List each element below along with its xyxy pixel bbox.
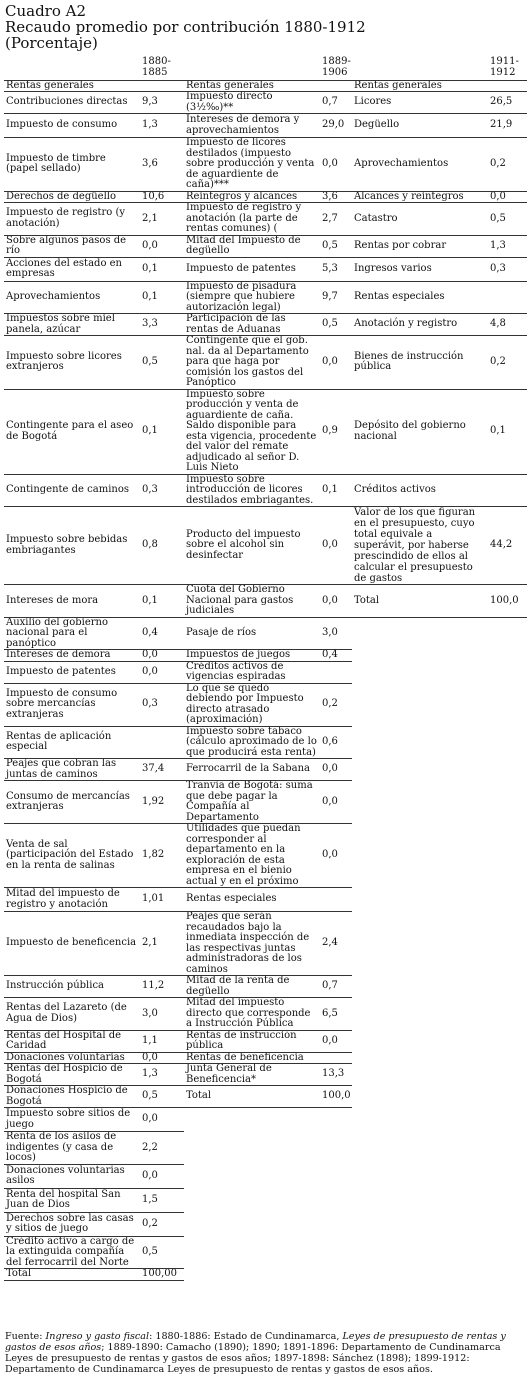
cell-label-1880: Impuesto sobre sitios de juego [4,1108,140,1132]
cell-value-1880: 0,5 [140,1236,184,1269]
cell-label-1880: Crédito activo a cargo de la extinguida compañía del ferrocarril del Norte [4,1236,140,1269]
cell-value-1889: 0,0 [320,1030,352,1052]
revenue-table [4,56,527,1281]
cell-label-1911 [352,650,488,662]
cell-value-1911: 0,3 [488,257,527,281]
cell-label-1889: Peajes que serán recaudados bajo la inmediata inspección de las respectivas juntas administradoras de los caminos [184,912,320,976]
cell-label-1880: Sobre algunos pasos de río [4,235,140,257]
cell-label-1889 [184,1236,320,1269]
cell-value-1889: 0,0 [320,585,352,618]
table-body [4,56,527,1280]
cell-value-1880: 0,1 [140,585,184,618]
cell-label-1911 [352,1164,488,1188]
cell-label-1911 [352,1132,488,1165]
cell-label-1889 [184,1212,320,1236]
cell-value-1889 [320,1212,352,1236]
cell-value-1889: 0,0 [320,781,352,824]
cell-label-1880: Donaciones voluntarias [4,1052,140,1064]
cell-value-1889 [320,1132,352,1165]
table-row [4,138,527,192]
cell-value-1880: 2,1 [140,912,184,976]
cell-label-1911 [352,1188,488,1212]
cell-label-1880: Auxilio del gobierno nacional para el panóptico [4,617,140,650]
cell-label-1911: Valor de los que figuran en el presupuesto, cuyo total equivale a superávit, por haberse prescindido de ellos al calcular el presupuesto de gastos [352,507,488,585]
table-row [4,114,527,138]
table-row [4,1086,527,1108]
table-heading: Recaudo promedio por contribución 1880-1912 [5,18,366,36]
cell-value-1889 [320,1052,352,1064]
cell-label-1880: Derechos sobre las casas y sitios de juego [4,1212,140,1236]
cell-value-1880: 1,5 [140,1188,184,1212]
table-row [4,726,527,759]
source-text-2: ; 1889-1890: Camacho (1890); 1890; 1891-1896: Departamento de Cundinamarca Leyes de presupuesto de rentas y gastos de esos años; 1897-1898: Sánchez (1898); 1899-1912: Departamento de Cundinamarca Leyes de presupuesto de rentas y gastos de esos años. [5,1342,501,1375]
cell-value-1889: 5,3 [320,257,352,281]
period-header-2: 1889-1906 [322,56,351,78]
table-row [4,1188,527,1212]
cell-value-1889 [320,661,352,683]
cell-label-1911 [352,1052,488,1064]
cell-value-1880: 0,3 [140,474,184,507]
cell-label-1911 [352,1212,488,1236]
cell-label-1880: Renta de los asilos de indigentes (y casa de locos) [4,1132,140,1165]
cell-label-1889: Impuesto de patentes [184,257,320,281]
cell-label-1880: Impuesto de consumo [4,114,140,138]
source-title-2: Leyes de presupuesto de rentas y gastos de esos años [5,1331,506,1353]
cell-value-1911: 44,2 [488,507,527,585]
cell-label-1889: Impuesto de pisadura (siempre que hubiere autorización legal) [184,281,320,314]
cell-label-1880: Mitad del impuesto de registro y anotación [4,888,140,912]
cell-label-1889: Mitad del impuesto directo que corresponde a Instrucción Pública [184,998,320,1031]
source-label: Fuente: [5,1331,46,1342]
cell-value-1889: 0,0 [320,138,352,192]
cell-value-1911 [488,1212,527,1236]
period-header-row [4,56,527,80]
cell-label-1889 [184,1269,320,1281]
cell-value-1880: 1,01 [140,888,184,912]
table-row [4,1030,527,1052]
cell-value-1889 [320,1188,352,1212]
cell-value-1911: 0,2 [488,138,527,192]
cell-label-1880: Impuesto de beneficencia [4,912,140,976]
cell-label-1889: Mitad de la renta de degüello [184,976,320,998]
cell-label-1889: Total [184,1086,320,1108]
cell-value-1911: 1,3 [488,235,527,257]
table-row [4,585,527,618]
cell-label-1911 [352,824,488,888]
cell-label-1911: Créditos activos [352,474,488,507]
cell-label-1889: Lo que se quedó debiendo por Impuesto directo atrasado (aproximación) [184,683,320,726]
cell-label-1911 [352,781,488,824]
table-row [4,998,527,1031]
cell-value-1889: 6,5 [320,998,352,1031]
cell-label-1911: Ingresos varios [352,257,488,281]
table-row [4,257,527,281]
cell-label-1911 [352,661,488,683]
cell-value-1911 [488,759,527,781]
cell-label-1880: Rentas del Hospicio de Bogotá [4,1064,140,1086]
section-header-row [4,80,527,92]
cell-value-1889: 0,7 [320,92,352,114]
cell-value-1911 [488,824,527,888]
cell-value-1880: 0,2 [140,1212,184,1236]
table-title [5,3,366,51]
table-row [4,281,527,314]
cell-value-1889 [320,1108,352,1132]
cell-label-1911: Alcances y reintegros [352,191,488,203]
cell-label-1889: Intereses de demora y aprovechamientos [184,114,320,138]
cell-value-1880: 1,82 [140,824,184,888]
cell-label-1911 [352,998,488,1031]
section-label-1: Rentas generales [4,80,140,92]
cell-value-1880: 2,1 [140,203,184,236]
cell-value-1880: 1,92 [140,781,184,824]
cell-label-1880: Renta del hospital San Juan de Dios [4,1188,140,1212]
cell-label-1911 [352,726,488,759]
cell-value-1911 [488,1188,527,1212]
cell-value-1911 [488,1030,527,1052]
table-row [4,474,527,507]
cell-value-1880: 0,0 [140,650,184,662]
cell-label-1880: Rentas del Hospital de Caridad [4,1030,140,1052]
cell-value-1889 [320,1269,352,1281]
cell-label-1911 [352,1030,488,1052]
cell-label-1889: Impuesto sobre introducción de licores destilados embriagantes. [184,474,320,507]
cell-label-1889: Impuesto sobre tabaco (cálculo aproximado de lo que producirá esta renta) [184,726,320,759]
cell-label-1880: Peajes que cobran las juntas de caminos [4,759,140,781]
period-header-1: 1880-1885 [142,56,171,78]
cell-label-1889: Producto del impuesto sobre el alcohol sin desinfectar [184,507,320,585]
cell-value-1911: 0,2 [488,336,527,390]
cell-value-1911 [488,1108,527,1132]
cell-value-1880: 0,8 [140,507,184,585]
cell-label-1880: Contingente para el aseo de Bogotá [4,389,140,474]
cell-value-1880: 37,4 [140,759,184,781]
cell-label-1911 [352,912,488,976]
table-number: Cuadro A2 [5,2,87,20]
cell-value-1880: 0,5 [140,1086,184,1108]
cell-value-1889: 0,4 [320,650,352,662]
cell-value-1880: 3,0 [140,998,184,1031]
cell-value-1880: 0,3 [140,683,184,726]
cell-value-1889: 0,0 [320,824,352,888]
section-label-2: Rentas generales [184,80,320,92]
cell-label-1911 [352,1086,488,1108]
cell-label-1880: Impuesto sobre licores extranjeros [4,336,140,390]
cell-label-1889 [184,1164,320,1188]
cell-label-1911 [352,759,488,781]
cell-label-1911 [352,617,488,650]
cell-label-1889: Participación de las rentas de Aduanas [184,314,320,336]
cell-label-1911 [352,1108,488,1132]
cell-label-1889: Cuota del Gobierno Nacional para gastos judiciales [184,585,320,618]
cell-value-1911 [488,1086,527,1108]
cell-value-1889: 0,0 [320,336,352,390]
table-row [4,314,527,336]
table-row [4,92,527,114]
table-row [4,191,527,203]
cell-value-1880: 2,2 [140,1132,184,1165]
cell-label-1889: Créditos activos de vigencias espiradas [184,661,320,683]
cell-value-1889: 0,2 [320,683,352,726]
cell-value-1911 [488,912,527,976]
cell-label-1880: Impuestos sobre miel panela, azúcar [4,314,140,336]
cell-value-1911: 0,1 [488,389,527,474]
cell-value-1889: 0,5 [320,314,352,336]
cell-value-1889: 2,4 [320,912,352,976]
cell-label-1880: Donaciones voluntarias asilos [4,1164,140,1188]
cell-label-1889: Impuesto de registro y anotación (la parte de rentas comunes) ( [184,203,320,236]
cell-value-1880: 1,1 [140,1030,184,1052]
table-row [4,824,527,888]
cell-label-1880: Donaciones Hospicio de Bogotá [4,1086,140,1108]
table-row [4,1052,527,1064]
table-row [4,1108,527,1132]
cell-value-1889: 0,1 [320,474,352,507]
cell-label-1889 [184,1188,320,1212]
table-row [4,661,527,683]
table-row [4,650,527,662]
source-note [5,1331,527,1375]
table-row [4,781,527,824]
cell-label-1880: Rentas del Lazareto (de Agua de Dios) [4,998,140,1031]
period-header-3: 1911-1912 [490,56,519,78]
cell-value-1911: 21,9 [488,114,527,138]
cell-label-1880: Contingente de caminos [4,474,140,507]
cell-value-1911 [488,281,527,314]
cell-label-1911: Rentas especiales [352,281,488,314]
cell-label-1880: Intereses de mora [4,585,140,618]
cell-label-1889: Impuesto de licores destilados (impuesto sobre producción y venta de aguardiente de caña)*** [184,138,320,192]
cell-value-1911: 0,0 [488,191,527,203]
cell-label-1889 [184,1108,320,1132]
cell-label-1911: Rentas por cobrar [352,235,488,257]
cell-label-1911: Licores [352,92,488,114]
cell-label-1911: Anotación y registro [352,314,488,336]
cell-value-1911 [488,1269,527,1281]
cell-label-1889: Ferrocarril de la Sabana [184,759,320,781]
cell-label-1911: Total [352,585,488,618]
cell-label-1889: Pasaje de ríos [184,617,320,650]
cell-value-1880: 0,0 [140,235,184,257]
cell-value-1889: 0,0 [320,507,352,585]
cell-value-1889: 0,6 [320,726,352,759]
cell-label-1880: Derechos de degüello [4,191,140,203]
cell-value-1911: 26,5 [488,92,527,114]
cell-label-1889: Impuesto sobre producción y venta de aguardiente de caña. Saldo disponible para esta vigencia, procedente del valor del remate adjudicado al señor D. Luis Nieto [184,389,320,474]
cell-label-1880: Aprovechamientos [4,281,140,314]
cell-label-1880: Contribuciones directas [4,92,140,114]
cell-label-1880: Rentas de aplicación especial [4,726,140,759]
cell-value-1911 [488,661,527,683]
table-row [4,1236,527,1269]
cell-label-1880: Consumo de mercancías extranjeras [4,781,140,824]
cell-label-1880: Venta de sal (participación del Estado en la renta de salinas [4,824,140,888]
cell-value-1889: 0,7 [320,976,352,998]
cell-label-1911 [352,888,488,912]
table-row [4,389,527,474]
cell-value-1911: 4,8 [488,314,527,336]
cell-value-1889 [320,1236,352,1269]
table-row [4,507,527,585]
cell-value-1889: 9,7 [320,281,352,314]
cell-label-1911: Aprovechamientos [352,138,488,192]
cell-value-1911: 100,0 [488,585,527,618]
table-row [4,1269,527,1281]
cell-value-1911 [488,998,527,1031]
cell-label-1911 [352,1064,488,1086]
section-label-3: Rentas generales [352,80,488,92]
table-row [4,1132,527,1165]
table-row [4,203,527,236]
cell-value-1880: 10,6 [140,191,184,203]
cell-value-1911 [488,474,527,507]
cell-label-1880: Impuesto de consumo sobre mercancías extranjeras [4,683,140,726]
cell-label-1889: Mitad del Impuesto de degüello [184,235,320,257]
cell-value-1889: 29,0 [320,114,352,138]
cell-value-1911 [488,1236,527,1269]
cell-value-1880 [140,726,184,759]
cell-value-1880: 0,1 [140,257,184,281]
cell-value-1880: 9,3 [140,92,184,114]
cell-label-1889: Rentas especiales [184,888,320,912]
cell-label-1880: Instrucción pública [4,976,140,998]
table-row [4,1064,527,1086]
table-row [4,336,527,390]
cell-label-1880: Impuesto de patentes [4,661,140,683]
cell-value-1911 [488,976,527,998]
cell-label-1880: Impuesto de timbre (papel sellado) [4,138,140,192]
table-row [4,912,527,976]
cell-value-1889: 2,7 [320,203,352,236]
cell-label-1889: Utilidades que puedan corresponder al departamento en la exploración de esta empresa en el bienio actual y en el próximo [184,824,320,888]
cell-label-1911: Bienes de instrucción pública [352,336,488,390]
cell-value-1911 [488,1052,527,1064]
cell-value-1889: 0,0 [320,759,352,781]
cell-value-1880: 0,0 [140,1108,184,1132]
cell-value-1911 [488,726,527,759]
cell-label-1889: Rentas de instrucción pública [184,1030,320,1052]
cell-value-1911 [488,888,527,912]
cell-label-1880: Acciones del estado en empresas [4,257,140,281]
source-title-1: Ingreso y gasto fiscal [45,1331,150,1342]
cell-value-1889: 3,6 [320,191,352,203]
cell-value-1889: 0,5 [320,235,352,257]
source-text-1: : 1880-1886: Estado de Cundinamarca, [149,1331,343,1342]
cell-value-1911 [488,1064,527,1086]
cell-label-1911: Degüello [352,114,488,138]
table-row [4,683,527,726]
cell-label-1880: Impuesto sobre bebidas embriagantes [4,507,140,585]
cell-label-1889: Junta General de Beneficencia* [184,1064,320,1086]
cell-label-1889: Rentas de beneficencia [184,1052,320,1064]
cell-value-1911 [488,617,527,650]
cell-value-1880: 0,0 [140,1052,184,1064]
cell-value-1911: 0,5 [488,203,527,236]
cell-value-1880: 3,3 [140,314,184,336]
cell-label-1911 [352,976,488,998]
cell-value-1911 [488,1164,527,1188]
cell-label-1880: Intereses de demora [4,650,140,662]
cell-value-1889: 3,0 [320,617,352,650]
cell-value-1911 [488,683,527,726]
cell-value-1889: 100,0 [320,1086,352,1108]
cell-label-1889: Impuesto directo (3½‰)** [184,92,320,114]
table-row [4,1212,527,1236]
table-row [4,888,527,912]
table-row [4,617,527,650]
cell-value-1889 [320,1164,352,1188]
cell-value-1880: 0,1 [140,281,184,314]
cell-label-1911 [352,1269,488,1281]
cell-value-1889: 0,9 [320,389,352,474]
cell-label-1889: Contingente que el gob. nal. da al Departamento para que haga por comisión los gastos del Panóptico [184,336,320,390]
cell-value-1880: 1,3 [140,1064,184,1086]
cell-label-1911 [352,1236,488,1269]
cell-value-1880: 0,5 [140,336,184,390]
cell-label-1889: Impuestos de juegos [184,650,320,662]
table-unit: (Porcentaje) [5,34,98,52]
cell-label-1889: Reintegros y alcances [184,191,320,203]
cell-label-1911 [352,683,488,726]
cell-value-1880: 100,00 [140,1269,184,1281]
cell-value-1911 [488,650,527,662]
cell-value-1880: 0,4 [140,617,184,650]
cell-label-1880: Impuesto de registro (y anotación) [4,203,140,236]
cell-value-1911 [488,781,527,824]
cell-label-1911: Depósito del gobierno nacional [352,389,488,474]
cell-value-1880: 0,1 [140,389,184,474]
table-row [4,235,527,257]
cell-value-1880: 0,0 [140,1164,184,1188]
cell-value-1889: 13,3 [320,1064,352,1086]
table-row [4,976,527,998]
cell-value-1889 [320,888,352,912]
cell-value-1911 [488,1132,527,1165]
table-row [4,1164,527,1188]
cell-value-1880: 11,2 [140,976,184,998]
table-row [4,759,527,781]
cell-label-1889 [184,1132,320,1165]
cell-label-1880: Total [4,1269,140,1281]
cell-label-1911: Catastro [352,203,488,236]
cell-value-1880: 3,6 [140,138,184,192]
cell-value-1880: 1,3 [140,114,184,138]
cell-value-1880: 0,0 [140,661,184,683]
cell-label-1889: Tranvía de Bogotá: suma que debe pagar la Compañía al Departamento [184,781,320,824]
